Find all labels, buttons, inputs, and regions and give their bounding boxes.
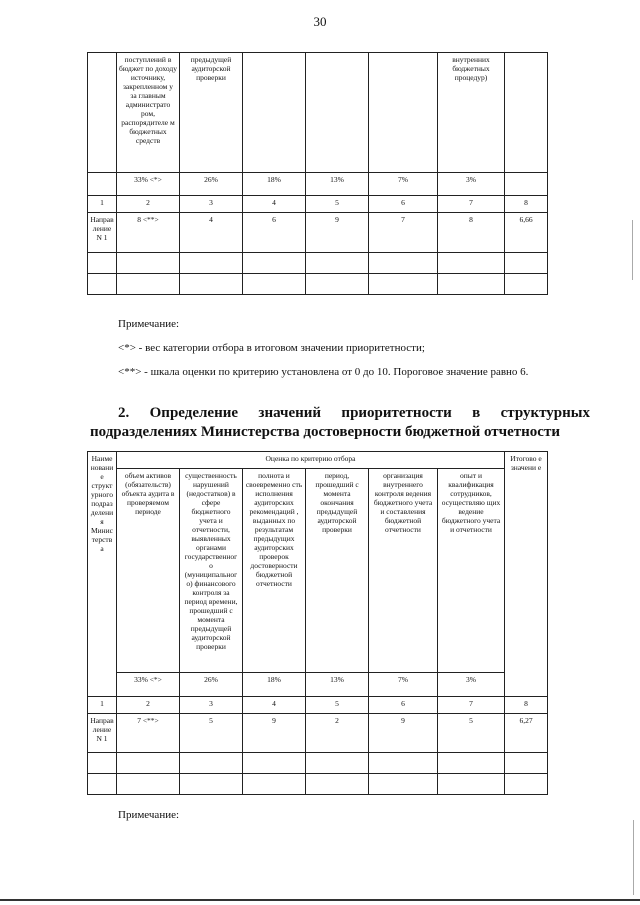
total-value: 6,27 (505, 714, 548, 753)
empty-row (88, 253, 548, 274)
score-cell: 9 (306, 213, 369, 253)
note-title: Примечание: (118, 318, 180, 330)
empty-row (88, 753, 548, 774)
criterion-cell (306, 53, 369, 173)
note-item: <**> - шкала оценки по критерию установлена от 0 до 10. Пороговое значение равно 6. (118, 366, 529, 378)
page-bottom-rule (0, 899, 640, 901)
weight-cell: 13% (306, 173, 369, 196)
criterion-cell: полнота и своевременно сть исполнения аудиторских рекомендаций , выданных по результатам предыдущих аудиторских проверок достоверности бюджетной отчетности (243, 469, 306, 673)
score-cell: 9 (243, 714, 306, 753)
criterion-cell: поступлений в бюджет по доходу источнику, закрепленном у за главным администрато ром, распорядителе м бюджетных средств (117, 53, 180, 173)
criterion-cell (243, 53, 306, 173)
column-number: 2 (117, 196, 180, 213)
criterion-cell (369, 53, 438, 173)
score-cell: 7 (369, 213, 438, 253)
criterion-cell: объем активов (обязательств) объекта аудита в проверяемом периоде (117, 469, 180, 673)
weight-cell: 33% <*> (117, 673, 180, 697)
table-row (88, 714, 548, 753)
score-cell: 8 <**> (117, 213, 180, 253)
section-heading: 2. Определение значений приоритетности в структурных (118, 405, 590, 421)
criterion-cell: внутренних бюджетных процедур) (438, 53, 505, 173)
weight-cell: 26% (180, 173, 243, 196)
total-cell (505, 53, 548, 173)
score-cell: 4 (180, 213, 243, 253)
criterion-cell: организация внутреннего контроля ведения бюджетного учета и составления бюджетной отчетности (369, 469, 438, 673)
priority-table-2 (87, 451, 548, 795)
criterion-cell: предыдущей аудиторской проверки (180, 53, 243, 173)
column-number: 5 (306, 196, 369, 213)
priority-table-1 (87, 52, 548, 295)
column-number: 8 (505, 697, 548, 714)
column-numbers-row (88, 196, 548, 213)
name-cell (88, 173, 117, 196)
weight-cell: 18% (243, 673, 306, 697)
scan-edge-mark (633, 820, 634, 895)
table-row (88, 213, 548, 253)
score-cell: 5 (180, 714, 243, 753)
weights-row (88, 173, 548, 196)
score-cell: 7 <**> (117, 714, 180, 753)
note-title: Примечание: (118, 809, 180, 821)
column-number: 4 (243, 196, 306, 213)
note-item: <*> - вес категории отбора в итоговом значении приоритетности; (118, 342, 425, 354)
weight-cell: 18% (243, 173, 306, 196)
weight-cell: 33% <*> (117, 173, 180, 196)
name-header: Наиме новани е структ урного подраз делени я Минис терств а (88, 452, 117, 697)
weight-cell: 7% (369, 173, 438, 196)
name-cell (88, 53, 117, 173)
score-cell: 2 (306, 714, 369, 753)
total-header: Итогово е значени е (505, 452, 548, 697)
total-cell (505, 173, 548, 196)
column-number: 8 (505, 196, 548, 213)
column-number: 6 (369, 697, 438, 714)
score-cell: 9 (369, 714, 438, 753)
criteria-row (88, 53, 548, 173)
column-number: 7 (438, 196, 505, 213)
criteria-row (88, 469, 548, 673)
weight-cell: 13% (306, 673, 369, 697)
row-name: Направ ление N 1 (88, 213, 117, 253)
score-cell: 6 (243, 213, 306, 253)
column-number: 2 (117, 697, 180, 714)
column-number: 4 (243, 697, 306, 714)
row-name: Направ ление N 1 (88, 714, 117, 753)
weight-cell: 7% (369, 673, 438, 697)
total-value: 6,66 (505, 213, 548, 253)
column-number: 6 (369, 196, 438, 213)
empty-row (88, 274, 548, 295)
criterion-cell: опыт и квалификация сотрудников, осуществляю щих ведение бюджетного учета и отчетности (438, 469, 505, 673)
section-heading-cont: подразделениях Министерства достоверности бюджетной отчетности (90, 424, 560, 440)
column-number: 1 (88, 697, 117, 714)
weight-cell: 26% (180, 673, 243, 697)
weight-cell: 3% (438, 673, 505, 697)
scan-edge-mark (632, 220, 633, 280)
page-number: 30 (313, 14, 327, 29)
score-cell: 5 (438, 714, 505, 753)
column-number: 7 (438, 697, 505, 714)
weight-cell: 3% (438, 173, 505, 196)
column-number: 1 (88, 196, 117, 213)
column-number: 3 (180, 697, 243, 714)
header-row (88, 452, 548, 469)
group-header: Оценка по критерию отбора (117, 452, 505, 469)
weights-row (88, 673, 548, 697)
empty-row (88, 774, 548, 795)
score-cell: 8 (438, 213, 505, 253)
criterion-cell: существенность нарушений (недостатков) в сфере бюджетного учета и отчетности, выявленных органами государственног о (муниципальног о) финансового контроля за период времени, прошедший с момента предыдущей аудиторской проверки (180, 469, 243, 673)
column-numbers-row (88, 697, 548, 714)
column-number: 5 (306, 697, 369, 714)
column-number: 3 (180, 196, 243, 213)
criterion-cell: период, прошедший с момента окончания предыдущей аудиторской проверки (306, 469, 369, 673)
